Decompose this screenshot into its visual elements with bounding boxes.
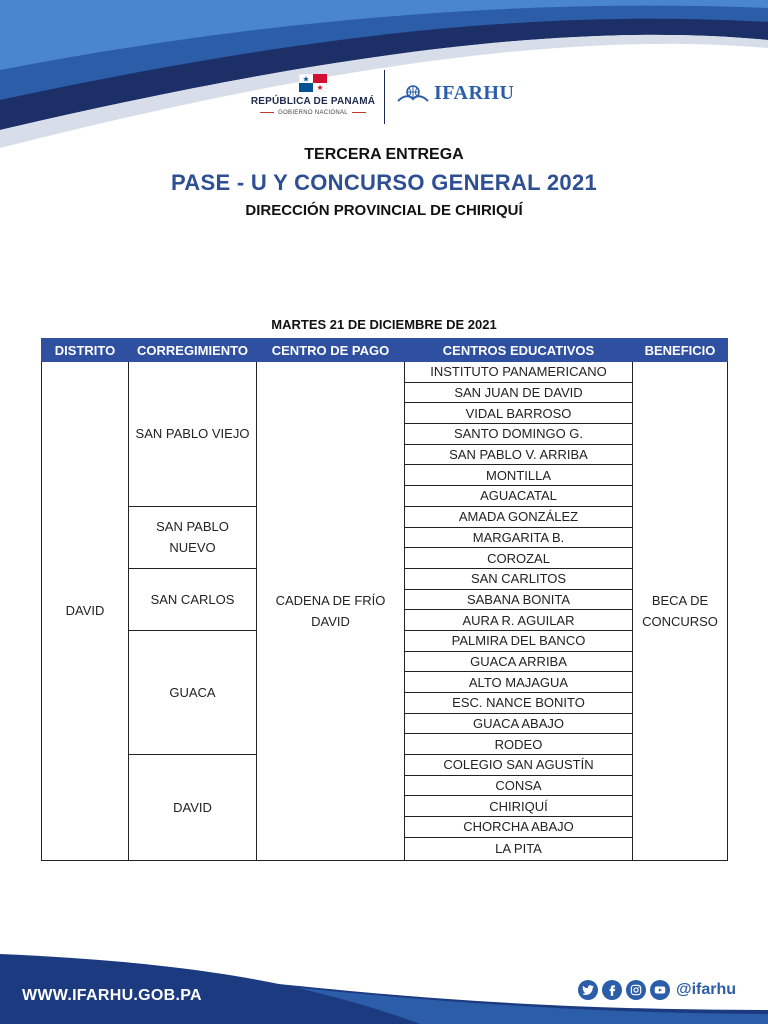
- centro-educativo-cell: INSTITUTO PANAMERICANO: [405, 362, 633, 383]
- youtube-icon[interactable]: [650, 980, 670, 1000]
- corregimiento-cell: DAVID: [129, 755, 257, 861]
- col-header-centros-educativos: CENTROS EDUCATIVOS: [405, 339, 633, 362]
- ifarhu-logo: [396, 82, 514, 105]
- beneficio-line2: CONCURSO: [642, 613, 718, 629]
- table-header-row: [42, 339, 728, 362]
- social-handle[interactable]: @ifarhu: [676, 981, 737, 998]
- col-header-distrito: DISTRITO: [42, 339, 129, 362]
- title-block: [0, 146, 768, 219]
- centro-educativo-cell: VIDAL BARROSO: [405, 403, 633, 424]
- centro-educativo-cell: GUACA ABAJO: [405, 713, 633, 734]
- centro-educativo-cell: COLEGIO SAN AGUSTÍN: [405, 755, 633, 776]
- centro-pago-line1: CADENA DE FRÍO: [275, 592, 386, 608]
- delivery-title: TERCERA ENTREGA: [304, 146, 464, 163]
- payment-schedule-table: [41, 338, 728, 861]
- panama-flag-icon: [299, 74, 327, 92]
- centro-educativo-cell: ALTO MAJAGUA: [405, 672, 633, 693]
- centro-educativo-cell: AURA R. AGUILAR: [405, 610, 633, 631]
- corregimiento-cell: SAN PABLO NUEVO: [129, 506, 257, 568]
- centro-educativo-cell: SAN CARLITOS: [405, 568, 633, 589]
- header-logos: [240, 68, 540, 128]
- corregimiento-cell: SAN CARLOS: [129, 568, 257, 630]
- website-link[interactable]: WWW.IFARHU.GOB.PA: [22, 987, 202, 1004]
- instagram-icon[interactable]: [626, 980, 646, 1000]
- centro-educativo-cell: SAN JUAN DE DAVID: [405, 382, 633, 403]
- beneficio-line1: BECA DE: [651, 592, 709, 608]
- centro-educativo-cell: AGUACATAL: [405, 486, 633, 507]
- ifarhu-name: IFARHU: [434, 82, 515, 104]
- centro-educativo-cell: CHIRIQUÍ: [405, 796, 633, 817]
- centro-educativo-cell: GUACA ARRIBA: [405, 651, 633, 672]
- centro-educativo-cell: SANTO DOMINGO G.: [405, 424, 633, 445]
- direction-title: DIRECCIÓN PROVINCIAL DE CHIRIQUÍ: [245, 202, 523, 219]
- distrito-cell: DAVID: [42, 362, 129, 861]
- centro-educativo-cell: LA PITA: [405, 837, 633, 860]
- government-subtitle: GOBIERNO NACIONAL: [248, 110, 378, 116]
- centro-educativo-cell: CONSA: [405, 775, 633, 796]
- centro-educativo-cell: ESC. NANCE BONITO: [405, 693, 633, 714]
- centro-educativo-cell: RODEO: [405, 734, 633, 755]
- centro-educativo-cell: SABANA BONITA: [405, 589, 633, 610]
- centro-pago-cell: [257, 362, 405, 861]
- program-title: PASE - U Y CONCURSO GENERAL 2021: [170, 170, 598, 195]
- centro-pago-line2: DAVID: [311, 613, 350, 629]
- book-globe-icon: [396, 83, 430, 105]
- centro-educativo-cell: SAN PABLO V. ARRIBA: [405, 444, 633, 465]
- col-header-centro-pago: CENTRO DE PAGO: [257, 339, 405, 362]
- corregimiento-cell: SAN PABLO VIEJO: [129, 362, 257, 507]
- col-header-corregimiento: CORREGIMIENTO: [129, 339, 257, 362]
- col-header-beneficio: BENEFICIO: [633, 339, 728, 362]
- government-name: REPÚBLICA DE PANAMÁ: [250, 96, 376, 107]
- facebook-icon[interactable]: [602, 980, 622, 1000]
- beneficio-cell: [633, 362, 728, 861]
- logo-divider: [384, 70, 385, 124]
- schedule-date: MARTES 21 DE DICIEMBRE DE 2021: [271, 317, 497, 332]
- centro-educativo-cell: MARGARITA B.: [405, 527, 633, 548]
- centro-educativo-cell: MONTILLA: [405, 465, 633, 486]
- corregimiento-cell: GUACA: [129, 630, 257, 754]
- social-links: [578, 980, 736, 1000]
- government-logo: [248, 74, 378, 116]
- centro-educativo-cell: COROZAL: [405, 548, 633, 569]
- twitter-icon[interactable]: [578, 980, 598, 1000]
- centro-educativo-cell: CHORCHA ABAJO: [405, 817, 633, 838]
- centro-educativo-cell: AMADA GONZÁLEZ: [405, 506, 633, 527]
- table-row: [42, 362, 728, 383]
- centro-educativo-cell: PALMIRA DEL BANCO: [405, 630, 633, 651]
